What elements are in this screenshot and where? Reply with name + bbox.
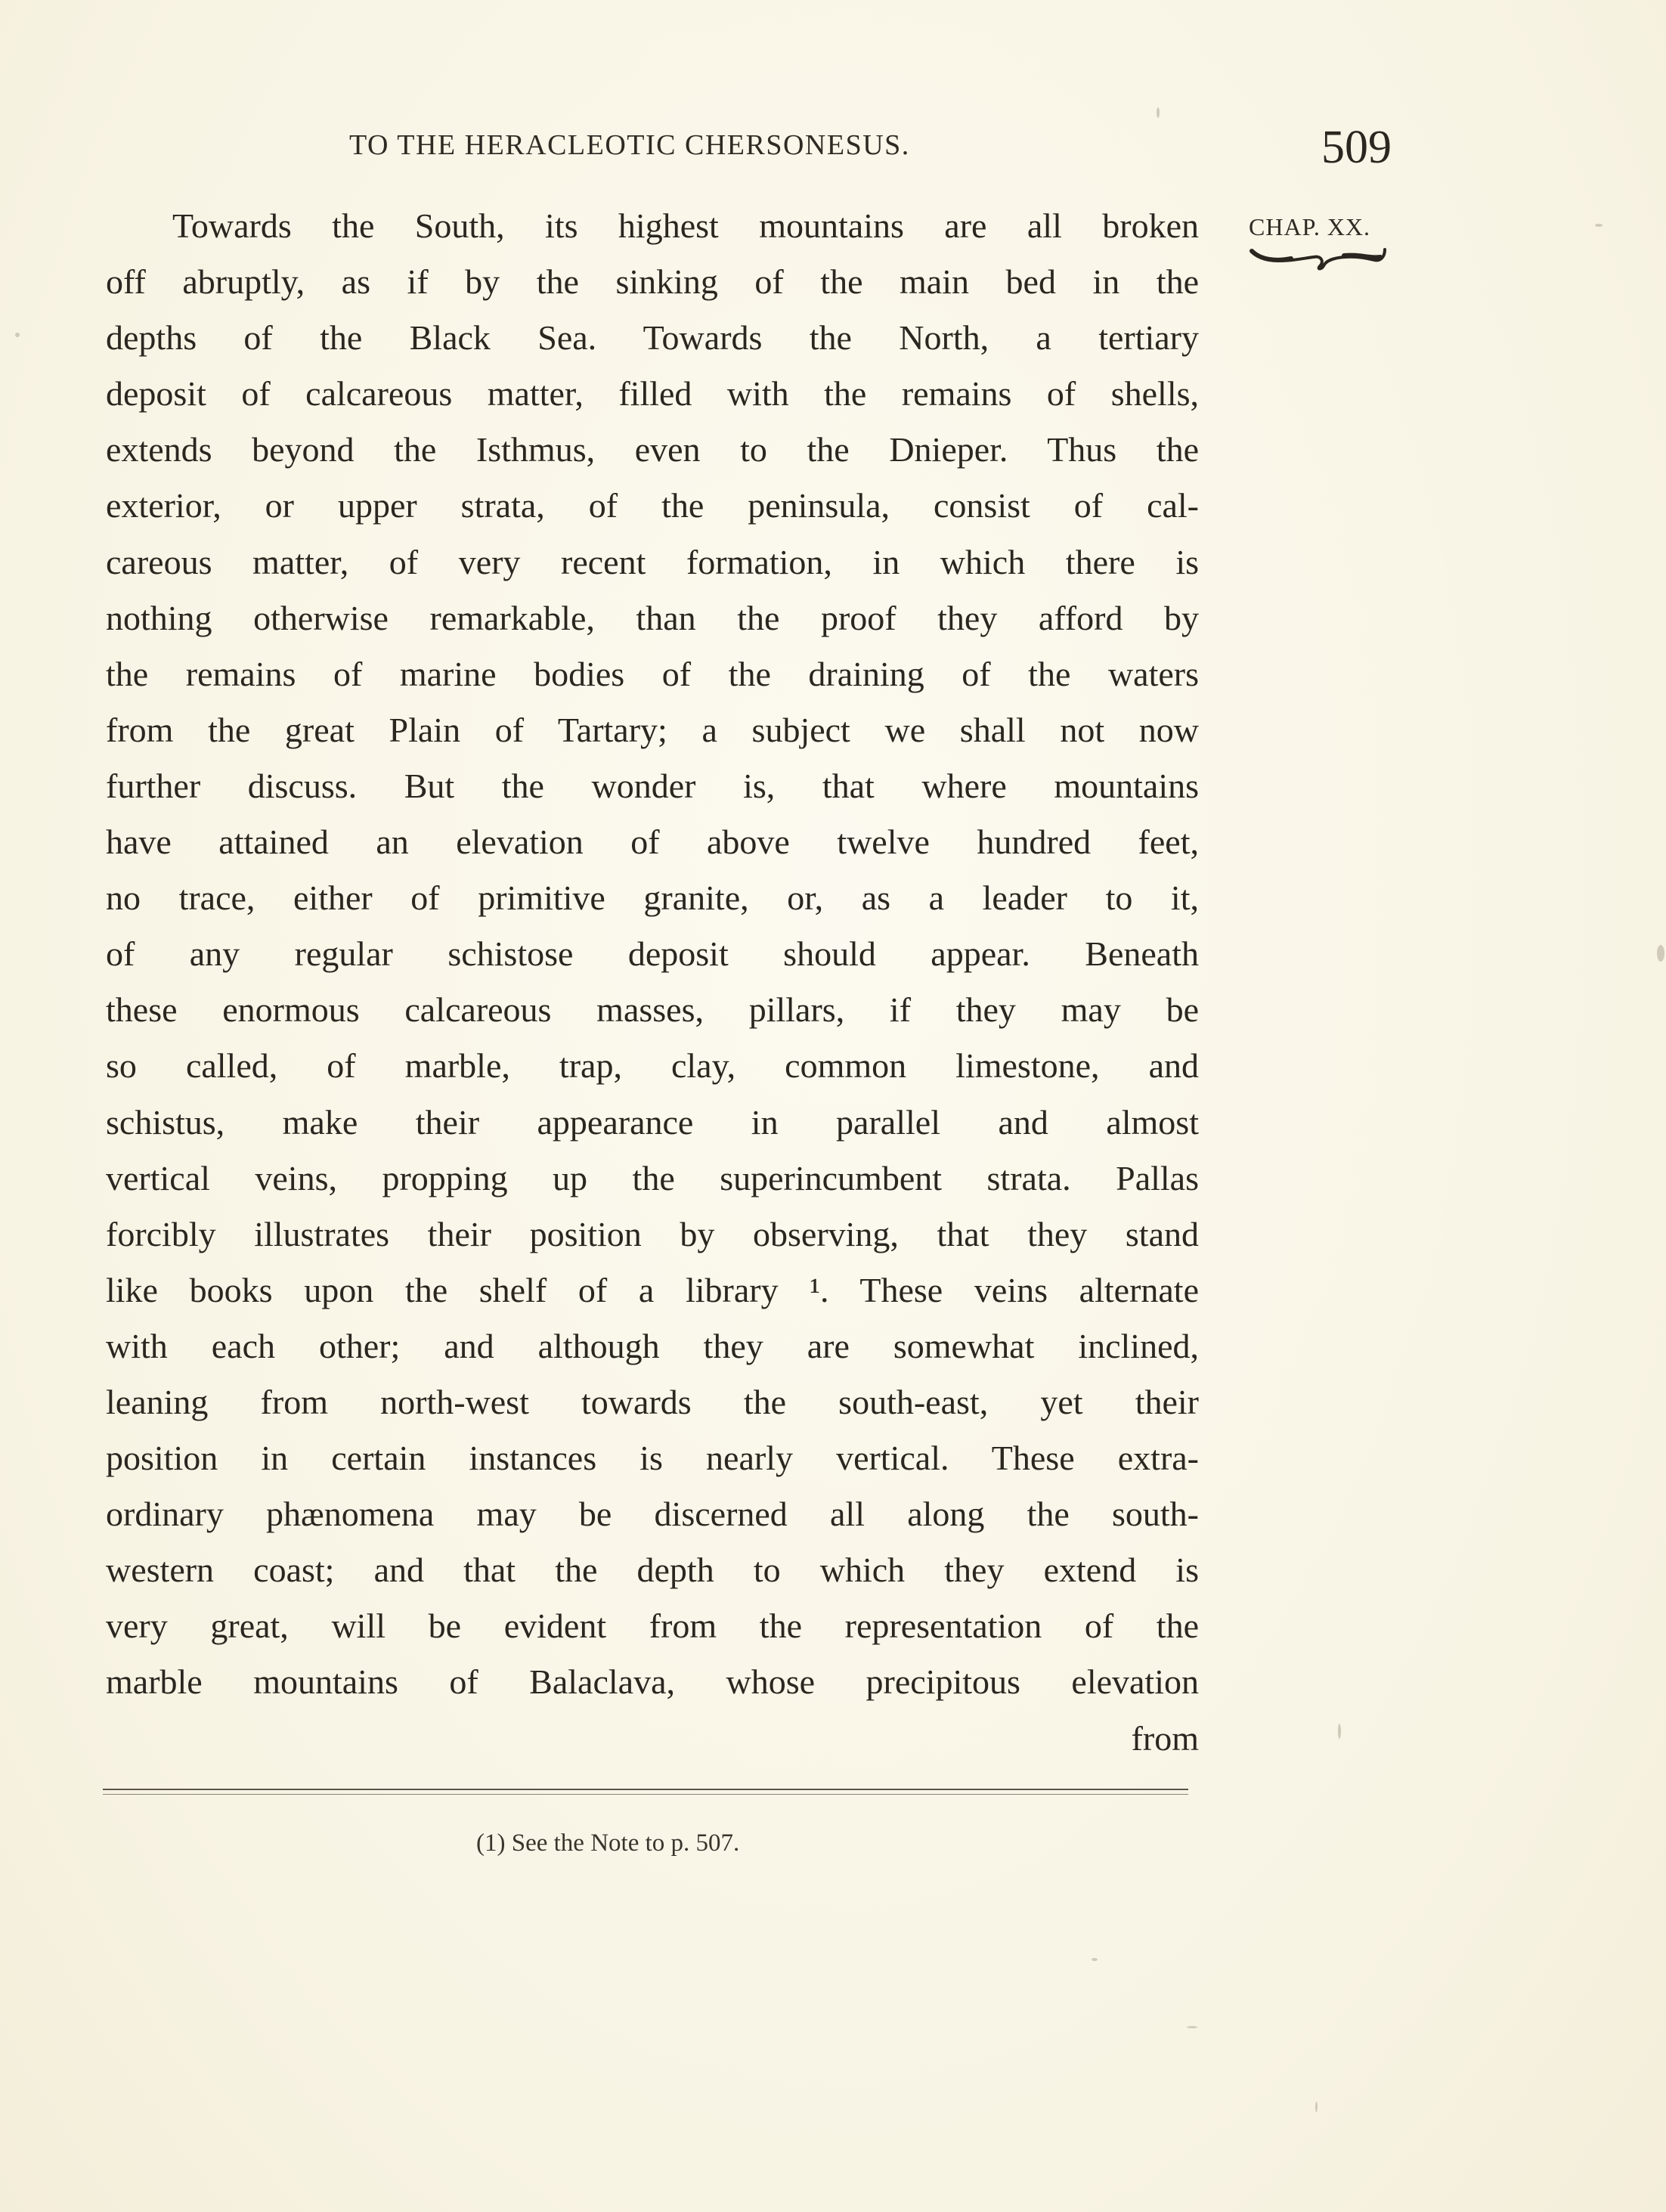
text-line: schistus, make their appearance in parallel and almost [106, 1102, 1199, 1142]
paper-speck [1187, 2026, 1197, 2028]
paper-speck [15, 333, 20, 337]
body-text [106, 198, 1199, 1767]
paper-speck [1338, 1724, 1341, 1739]
text-line: from the great Plain of Tartary; a subject we shall not now [106, 710, 1199, 749]
text-line: depths of the Black Sea. Towards the North, a tertiary [106, 318, 1199, 358]
paper-speck [1315, 2102, 1318, 2112]
text-line: forcibly illustrates their position by observing, that they stand [106, 1214, 1199, 1253]
paper-speck [1595, 224, 1603, 227]
running-head: TO THE HERACLEOTIC CHERSONESUS. [349, 129, 910, 161]
text-line: western coast; and that the depth to which they extend is [106, 1551, 1199, 1590]
paper-speck [1157, 107, 1160, 118]
page-number: 509 [1321, 122, 1392, 173]
text-line: marble mountains of Balaclava, whose precipitous elevation [106, 1662, 1199, 1702]
paper-speck [1657, 945, 1664, 962]
text-line: so called, of marble, trap, clay, common limestone, and [106, 1046, 1199, 1086]
footnote-rule-thin [103, 1794, 1188, 1795]
text-line: have attained an elevation of above twelve hundred feet, [106, 823, 1199, 862]
text-line: leaning from north-west towards the south-east, yet their [106, 1382, 1199, 1421]
paper-speck [1092, 1958, 1098, 1961]
text-line: further discuss. But the wonder is, that where mountains [106, 766, 1199, 805]
chapter-label: CHAP. XX. [1249, 213, 1371, 240]
text-line: no trace, either of primitive granite, or, as a leader to it, [106, 878, 1199, 918]
text-line: vertical veins, propping up the superincumbent strata. Pallas [106, 1158, 1199, 1197]
text-line: nothing otherwise remarkable, than the proof they afford by [106, 598, 1199, 637]
text-line: Towards the South, its highest mountains are all broken [172, 206, 1199, 245]
text-line: off abruptly, as if by the sinking of the main bed in the [106, 262, 1199, 302]
text-line: careous matter, of very recent formation, in which there is [106, 542, 1199, 581]
text-line: deposit of calcareous matter, filled with the remains of shells, [106, 374, 1199, 414]
footnote-rule [103, 1789, 1188, 1790]
catchword: from [1131, 1718, 1199, 1758]
text-line: of any regular schistose deposit should appear. Beneath [106, 934, 1199, 974]
chapter-flourish-ornament [1246, 243, 1389, 277]
text-line: exterior, or upper strata, of the peninsula, consist of cal- [106, 486, 1199, 525]
text-line: these enormous calcareous masses, pillars, if they may be [106, 990, 1199, 1030]
text-line: ordinary phænomena may be discerned all along the south- [106, 1495, 1199, 1534]
text-line: very great, will be evident from the representation of the [106, 1606, 1199, 1646]
text-line: like books upon the shelf of a library ¹. These veins alternate [106, 1270, 1199, 1309]
footnote: (1) See the Note to p. 507. [476, 1829, 740, 1857]
text-line: position in certain instances is nearly vertical. These extra- [106, 1439, 1199, 1478]
text-line: the remains of marine bodies of the draining of the waters [106, 654, 1199, 693]
text-line: extends beyond the Isthmus, even to the Dnieper. Thus the [106, 430, 1199, 469]
text-line: with each other; and although they are somewhat inclined, [106, 1326, 1199, 1365]
